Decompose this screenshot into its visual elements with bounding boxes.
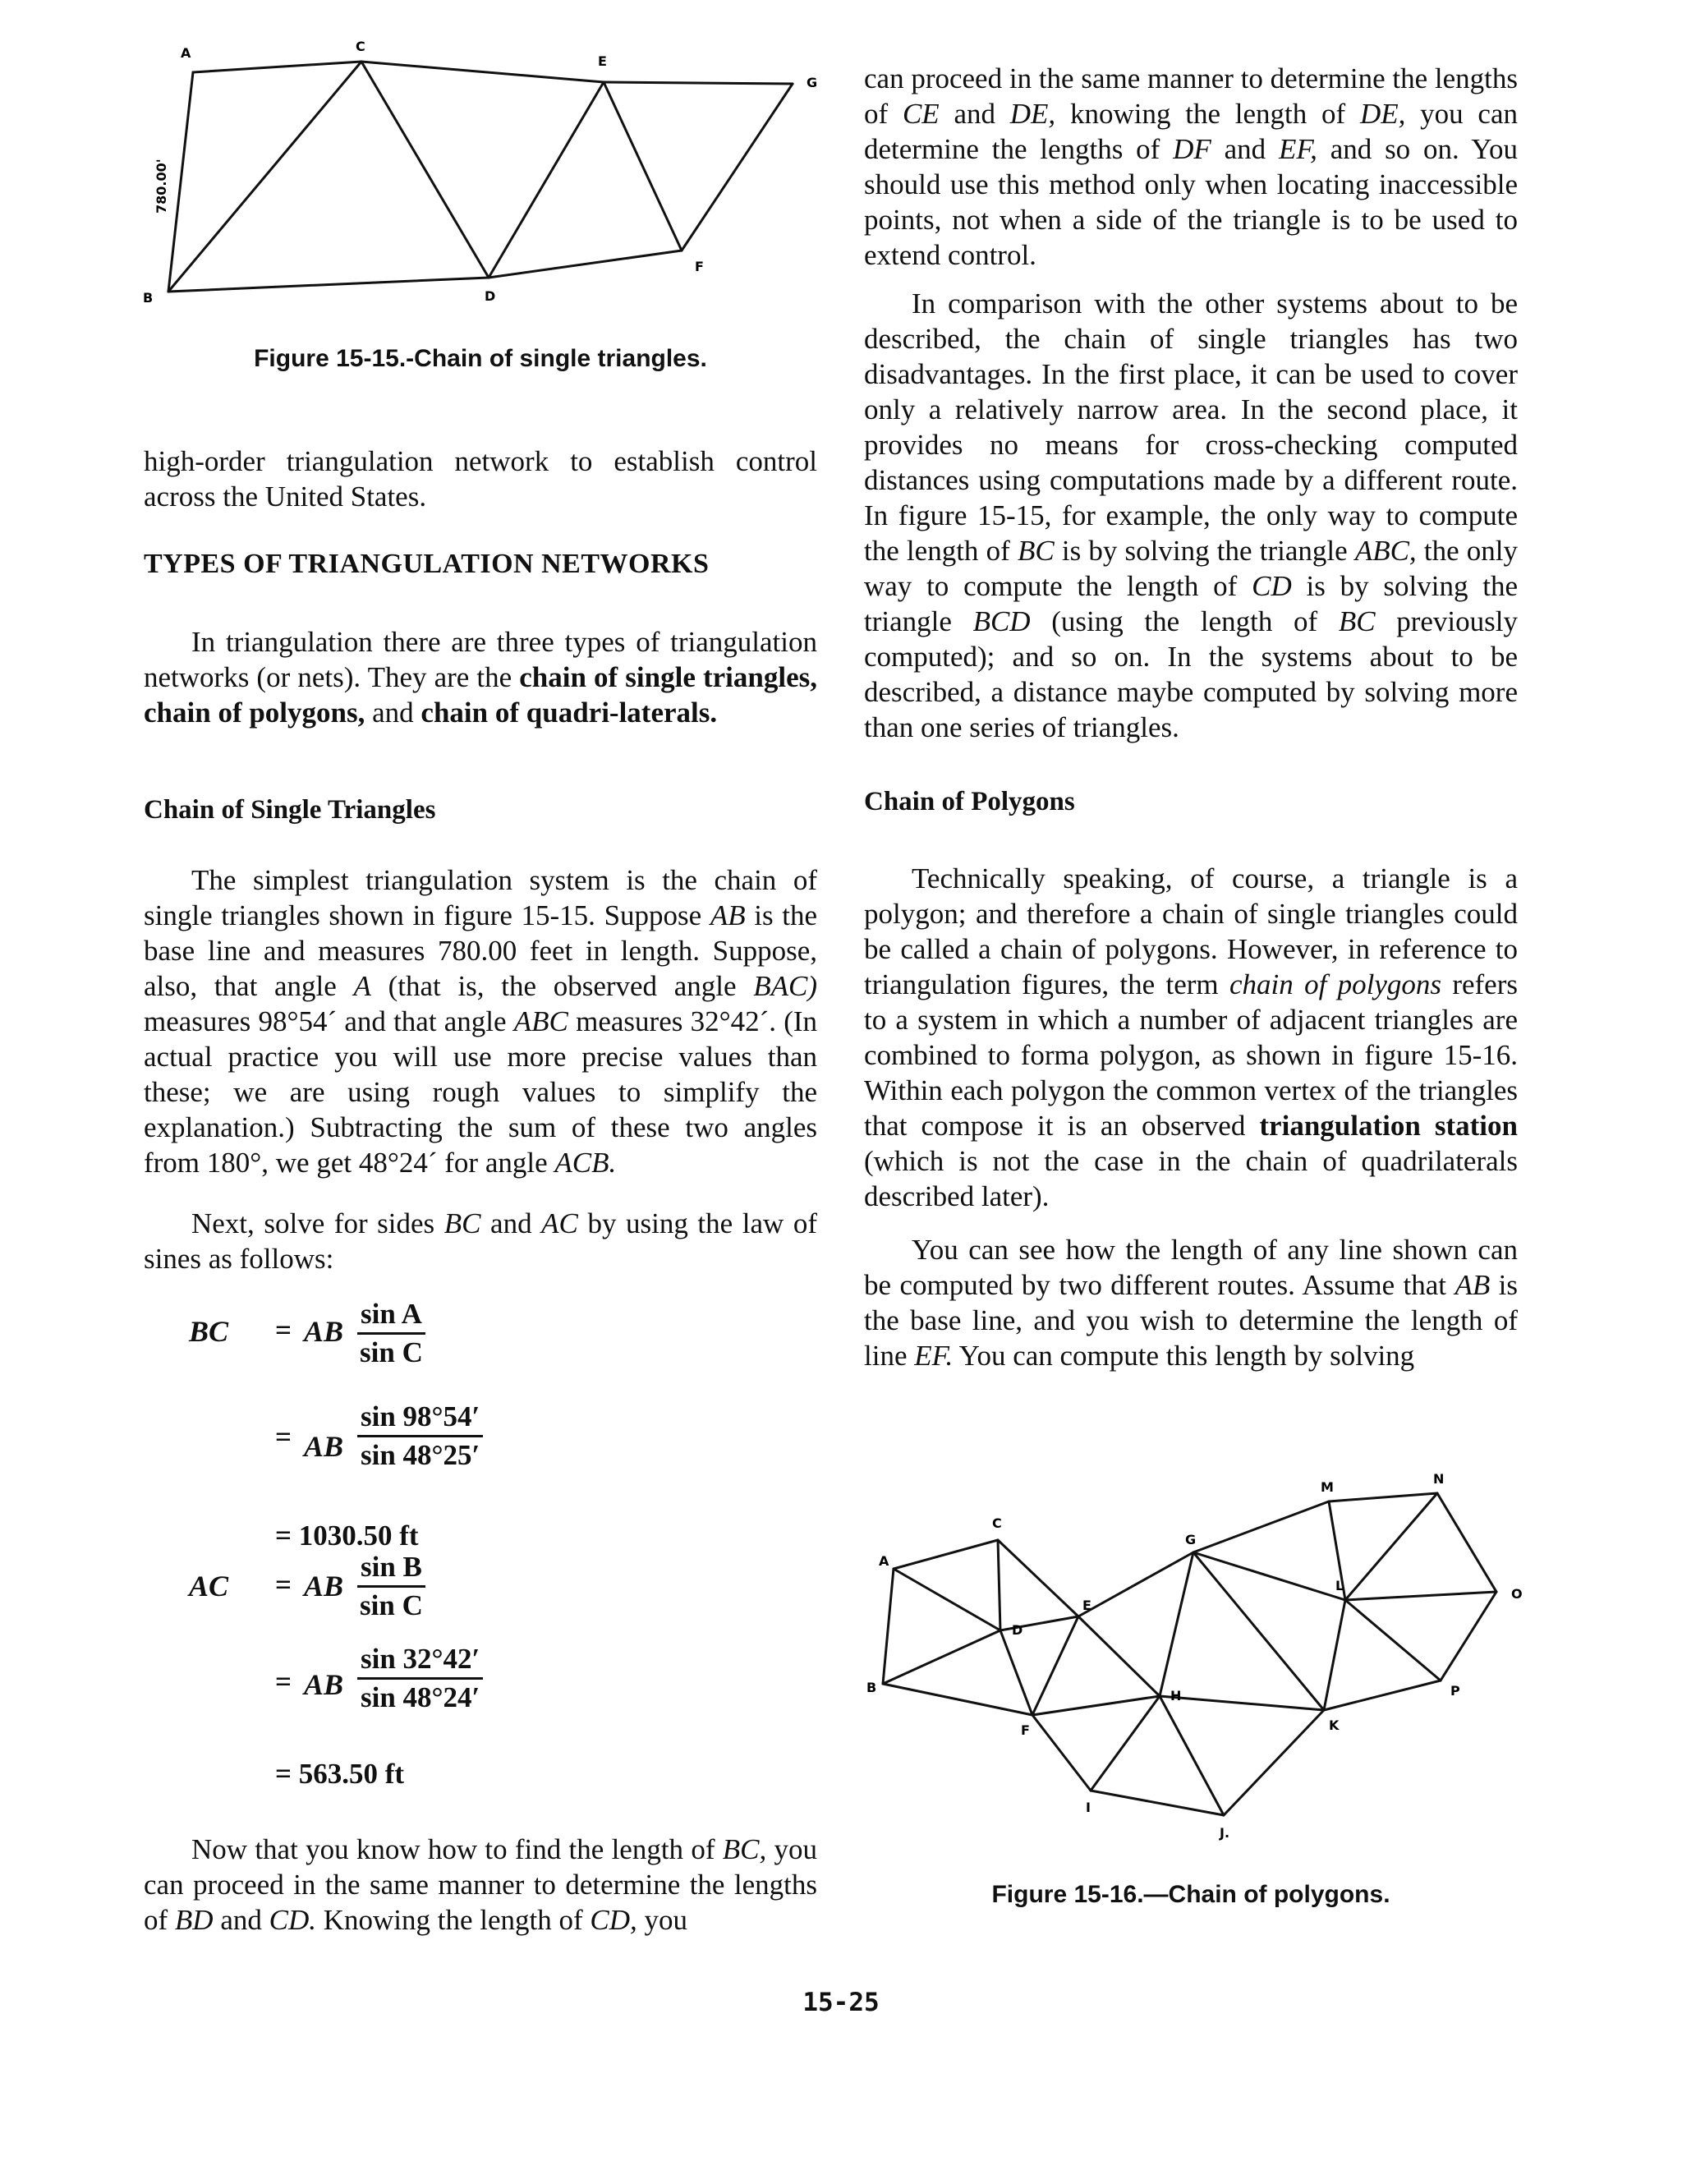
edge-eg xyxy=(1078,1552,1193,1616)
edge-gm xyxy=(1193,1501,1329,1552)
label-d: D xyxy=(1012,1622,1023,1638)
edge-op xyxy=(1441,1592,1496,1681)
heading-chain-of-polygons: Chain of Polygons xyxy=(864,787,1075,816)
label-o: O xyxy=(1511,1586,1523,1602)
edge-gl xyxy=(1193,1552,1345,1600)
label-e: E xyxy=(598,53,607,69)
edge-de xyxy=(489,82,604,278)
edge-ab xyxy=(883,1569,894,1684)
edge-ad xyxy=(894,1569,1000,1630)
edge-bc xyxy=(168,62,361,292)
edge-ac xyxy=(894,1540,998,1569)
equation-result-bc: = 1030.50 ft xyxy=(275,1520,419,1552)
edge-ce xyxy=(361,62,604,82)
label-a: A xyxy=(181,45,191,61)
edge-gh xyxy=(1160,1552,1193,1696)
edge-ln xyxy=(1345,1493,1437,1600)
paragraph-comparison: In comparison with the other systems about to be described, the chain of single triangles has two disadvantages. In the first place, it can be used to cover only a relatively narrow area. In the second place, it provides no means for cross-checking computed distances using computations made by a different route. In figure 15-15, for example, the only way to compute the length of BC is by solving the triangle ABC, the only way to compute the length of CD is by solving the triangle BCD (using the length of BC previously computed); and so on. In the systems about to be described, a distance maybe computed by solving more than one series of triangles. xyxy=(864,287,1519,743)
equation-ab: AB xyxy=(304,1315,344,1348)
edge-no xyxy=(1437,1493,1496,1592)
heading-chain-single-triangles: Chain of Single Triangles xyxy=(144,795,436,825)
label-l: L xyxy=(1335,1578,1344,1593)
equation-equals: = xyxy=(275,1569,292,1601)
equation-ab: AB xyxy=(304,1430,344,1463)
edge-kl xyxy=(1324,1600,1345,1710)
edge-ij xyxy=(1091,1791,1224,1815)
label-k: K xyxy=(1329,1717,1340,1733)
figure-15-16-diagram xyxy=(854,1421,1528,1848)
label-f: F xyxy=(695,259,704,274)
fraction-sin9854-sin4825: $\frac{\sin 98^\circ 54'}{\sin 48^\circ 25'}$ xyxy=(357,1400,483,1472)
label-j: J. xyxy=(1220,1825,1230,1841)
edge-hj xyxy=(1160,1696,1224,1815)
label-a: A xyxy=(879,1553,889,1569)
paragraph-next: Next, solve for sides BC and AC by using the law of sines as follows: xyxy=(144,1207,817,1275)
paragraph-continuation: high-order triangulation network to establish control across the United States. xyxy=(144,445,817,513)
equation-equals: = xyxy=(275,1314,292,1346)
edge-gk xyxy=(1193,1552,1324,1710)
edge-eh xyxy=(1078,1616,1160,1696)
label-p: P xyxy=(1450,1683,1460,1699)
edge-fi xyxy=(1032,1715,1091,1791)
edge-cd xyxy=(361,62,489,278)
fraction-sina-sinc: $\frac{\text{sin A}}{\text{sin C}}$ xyxy=(357,1298,425,1369)
edge-hk xyxy=(1160,1696,1324,1710)
equation-equals: = xyxy=(275,1421,292,1453)
label-e: E xyxy=(1082,1598,1091,1613)
label-b: B xyxy=(866,1680,877,1695)
equation-ab: AB xyxy=(304,1570,344,1602)
edge-lp xyxy=(1345,1600,1441,1681)
label-c: C xyxy=(992,1515,1002,1531)
paragraph-continuation-right: can proceed in the same manner to determine the lengths of CE and DE, knowing the length of DE, you can determine the lengths of DF and EF, and so on. You should use this method only when locating inaccessible points, not when a side of the triangle is to be used to extend control. xyxy=(864,62,1518,271)
label-base-length: 780.00' xyxy=(154,159,169,214)
equation-ab: AB xyxy=(304,1668,344,1701)
edge-kp xyxy=(1324,1681,1441,1710)
edge-df xyxy=(489,251,682,278)
edge-ce xyxy=(998,1540,1078,1616)
label-g: G xyxy=(807,75,818,90)
law-of-sines-equations xyxy=(189,1298,600,1799)
edge-ef xyxy=(604,82,682,251)
figure-15-16-caption: Figure 15-16.—Chain of polygons. xyxy=(991,1881,1390,1908)
edge-bd xyxy=(168,278,489,292)
edge-bd xyxy=(883,1630,1000,1684)
label-n: N xyxy=(1433,1471,1445,1487)
fraction-sin3242-sin4824: $\frac{\sin 32^\circ 42'}{\sin 48^\circ 24'}$ xyxy=(357,1643,483,1714)
edge-ac xyxy=(193,62,361,72)
equation-bc-lhs: BC xyxy=(189,1315,229,1348)
edge-fh xyxy=(1032,1696,1160,1715)
edge-cd xyxy=(998,1540,1000,1630)
label-m: M xyxy=(1321,1479,1334,1495)
page-number: 15-25 xyxy=(802,1988,880,2017)
figure-15-15-caption: Figure 15-15.-Chain of single triangles. xyxy=(254,345,707,372)
label-c: C xyxy=(356,39,365,54)
edge-bf xyxy=(883,1684,1032,1715)
paragraph-technically: Technically speaking, of course, a triangle is a polygon; and therefore a chain of single triangles could be called a chain of polygons. However, in reference to triangulation figures, the term chain of polygons refers to a system in which a number of adjacent triangles are combined to forma polygon, as shown in figure 15-16. Within each polygon the common vertex of the triangles that compose it is an observed triangulation station (which is not the case in the chain of quadrilaterals described later). xyxy=(864,862,1518,1212)
edge-hi xyxy=(1091,1696,1160,1791)
edge-ab xyxy=(168,72,193,292)
edge-lo xyxy=(1345,1592,1496,1600)
label-h: H xyxy=(1170,1688,1182,1704)
edge-ef xyxy=(1032,1616,1078,1715)
edge-df xyxy=(1000,1630,1032,1715)
equation-equals: = xyxy=(275,1666,292,1698)
edge-eg xyxy=(604,82,793,84)
paragraph-now-that: Now that you know how to find the length of BC, you can proceed in the same manner to determine the lengths of BD and CD. Knowing the length of CD, you xyxy=(144,1833,817,1936)
label-f: F xyxy=(1021,1722,1030,1738)
label-i: I xyxy=(1086,1800,1091,1815)
label-d: D xyxy=(485,288,496,304)
edge-jk xyxy=(1224,1710,1324,1815)
paragraph-you-can-see: You can see how the length of any line shown can be computed by two different routes. Assume that AB is the base line, and you wish to determine the length of line EF. You can compute this length by solving xyxy=(864,1234,1518,1372)
paragraph-types: In triangulation there are three types of triangulation networks (or nets). They are the chain of single triangles, chain of polygons, and chain of quadri-laterals. xyxy=(144,626,817,729)
equation-result-ac: = 563.50 ft xyxy=(275,1758,405,1790)
fraction-sinb-sinc: $\frac{\text{sin B}}{\text{sin C}}$ xyxy=(357,1551,425,1622)
figure-15-15-diagram xyxy=(140,33,846,312)
label-b: B xyxy=(143,290,154,306)
heading-types-of-networks: TYPES OF TRIANGULATION NETWORKS xyxy=(144,549,710,579)
label-g: G xyxy=(1185,1532,1197,1547)
equation-ac-lhs: AC xyxy=(189,1570,229,1602)
edge-fg xyxy=(682,84,793,251)
paragraph-simplest: The simplest triangulation system is the chain of single triangles shown in figure 15-15. Suppose AB is the base line and measures 780.00 feet in length. Suppose, also, that angle A (that is, the observed angle BAC) measures 98°54´ and that angle ABC measures 32°42´. (In actual practice you will use more precise values than these; we are using rough values to simplify the explanation.) Subtracting the sum of these two angles from 180°, we get 48°24´ for angle ACB. xyxy=(144,864,818,1179)
edge-mn xyxy=(1329,1493,1437,1501)
